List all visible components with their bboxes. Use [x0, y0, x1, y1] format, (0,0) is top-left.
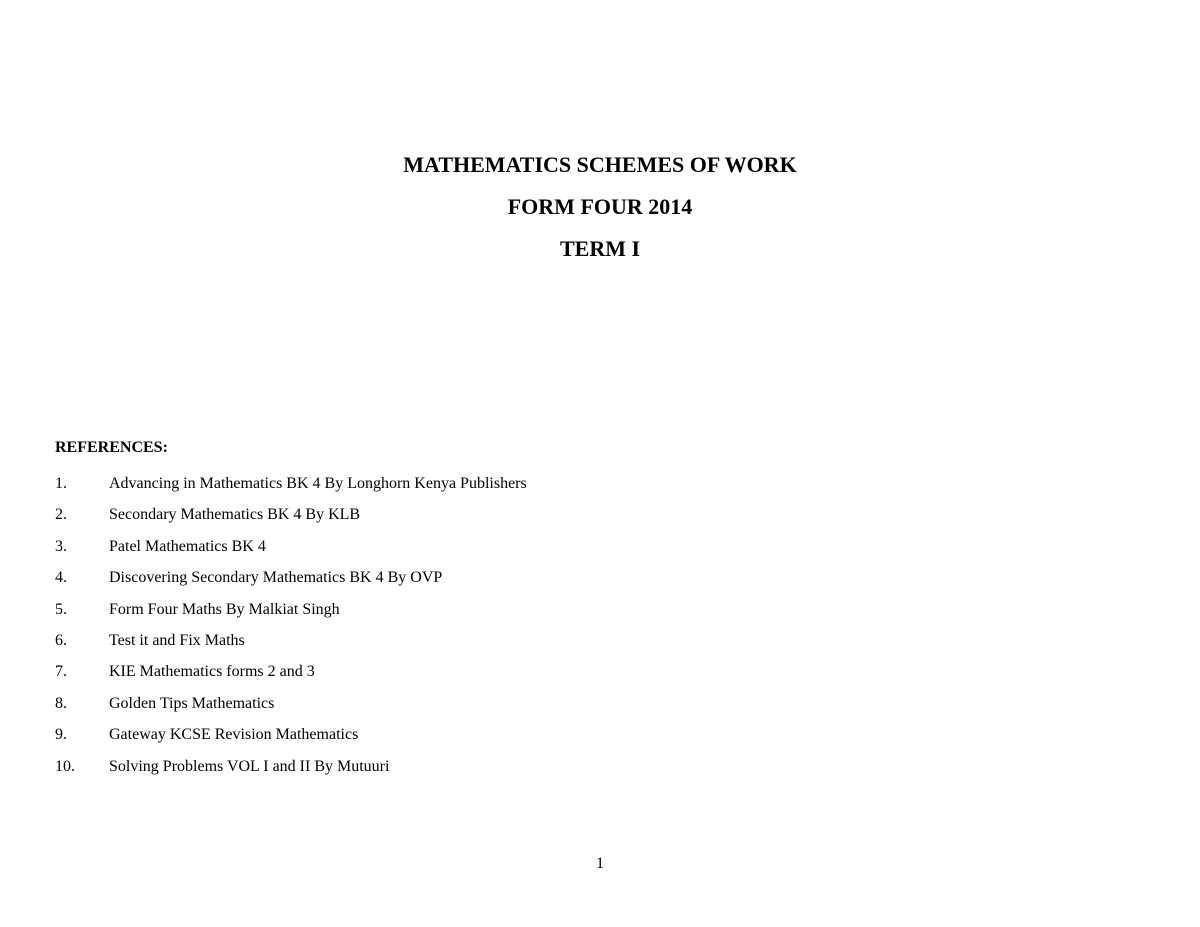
- document-subtitle-form: FORM FOUR 2014: [507, 194, 693, 219]
- reference-item: [55, 656, 955, 687]
- reference-item: [55, 531, 955, 562]
- document-title: MATHEMATICS SCHEMES OF WORK: [403, 152, 797, 177]
- references-heading: REFERENCES:: [55, 439, 168, 456]
- reference-number: 3.: [55, 537, 67, 555]
- document-subtitle-term: TERM I: [559, 236, 641, 261]
- reference-number: 7.: [55, 663, 67, 681]
- reference-item: [55, 562, 955, 593]
- reference-text: Golden Tips Mathematics: [109, 694, 275, 712]
- reference-item: [55, 751, 955, 782]
- page-number: 1: [596, 855, 604, 872]
- reference-text: Discovering Secondary Mathematics BK 4 By OVP: [109, 569, 443, 587]
- reference-item: [55, 719, 955, 750]
- reference-number: 9.: [55, 726, 67, 744]
- reference-number: 2.: [55, 506, 67, 524]
- reference-item: [55, 468, 955, 499]
- reference-number: 8.: [55, 694, 67, 712]
- reference-text: Advancing in Mathematics BK 4 By Longhorn Kenya Publishers: [109, 475, 527, 492]
- reference-text: Form Four Maths By Malkiat Singh: [109, 600, 340, 618]
- reference-item: [55, 594, 955, 625]
- reference-number: 5.: [55, 600, 67, 618]
- reference-text: Test it and Fix Maths: [109, 631, 245, 649]
- reference-text: Secondary Mathematics BK 4 By KLB: [109, 506, 361, 524]
- reference-text: KIE Mathematics forms 2 and 3: [109, 663, 315, 681]
- references-list: [55, 468, 955, 782]
- reference-number: 1.: [55, 475, 67, 492]
- references-section: [55, 436, 955, 782]
- reference-text: Solving Problems VOL I and II By Mutuuri: [109, 757, 390, 775]
- reference-number: 10.: [55, 757, 75, 775]
- reference-item: [55, 499, 955, 530]
- reference-text: Patel Mathematics BK 4: [109, 537, 266, 555]
- reference-text: Gateway KCSE Revision Mathematics: [109, 726, 359, 744]
- reference-number: 4.: [55, 569, 67, 587]
- reference-number: 6.: [55, 631, 67, 649]
- reference-item: [55, 625, 955, 656]
- document-title-block: [0, 144, 1200, 270]
- reference-item: [55, 688, 955, 719]
